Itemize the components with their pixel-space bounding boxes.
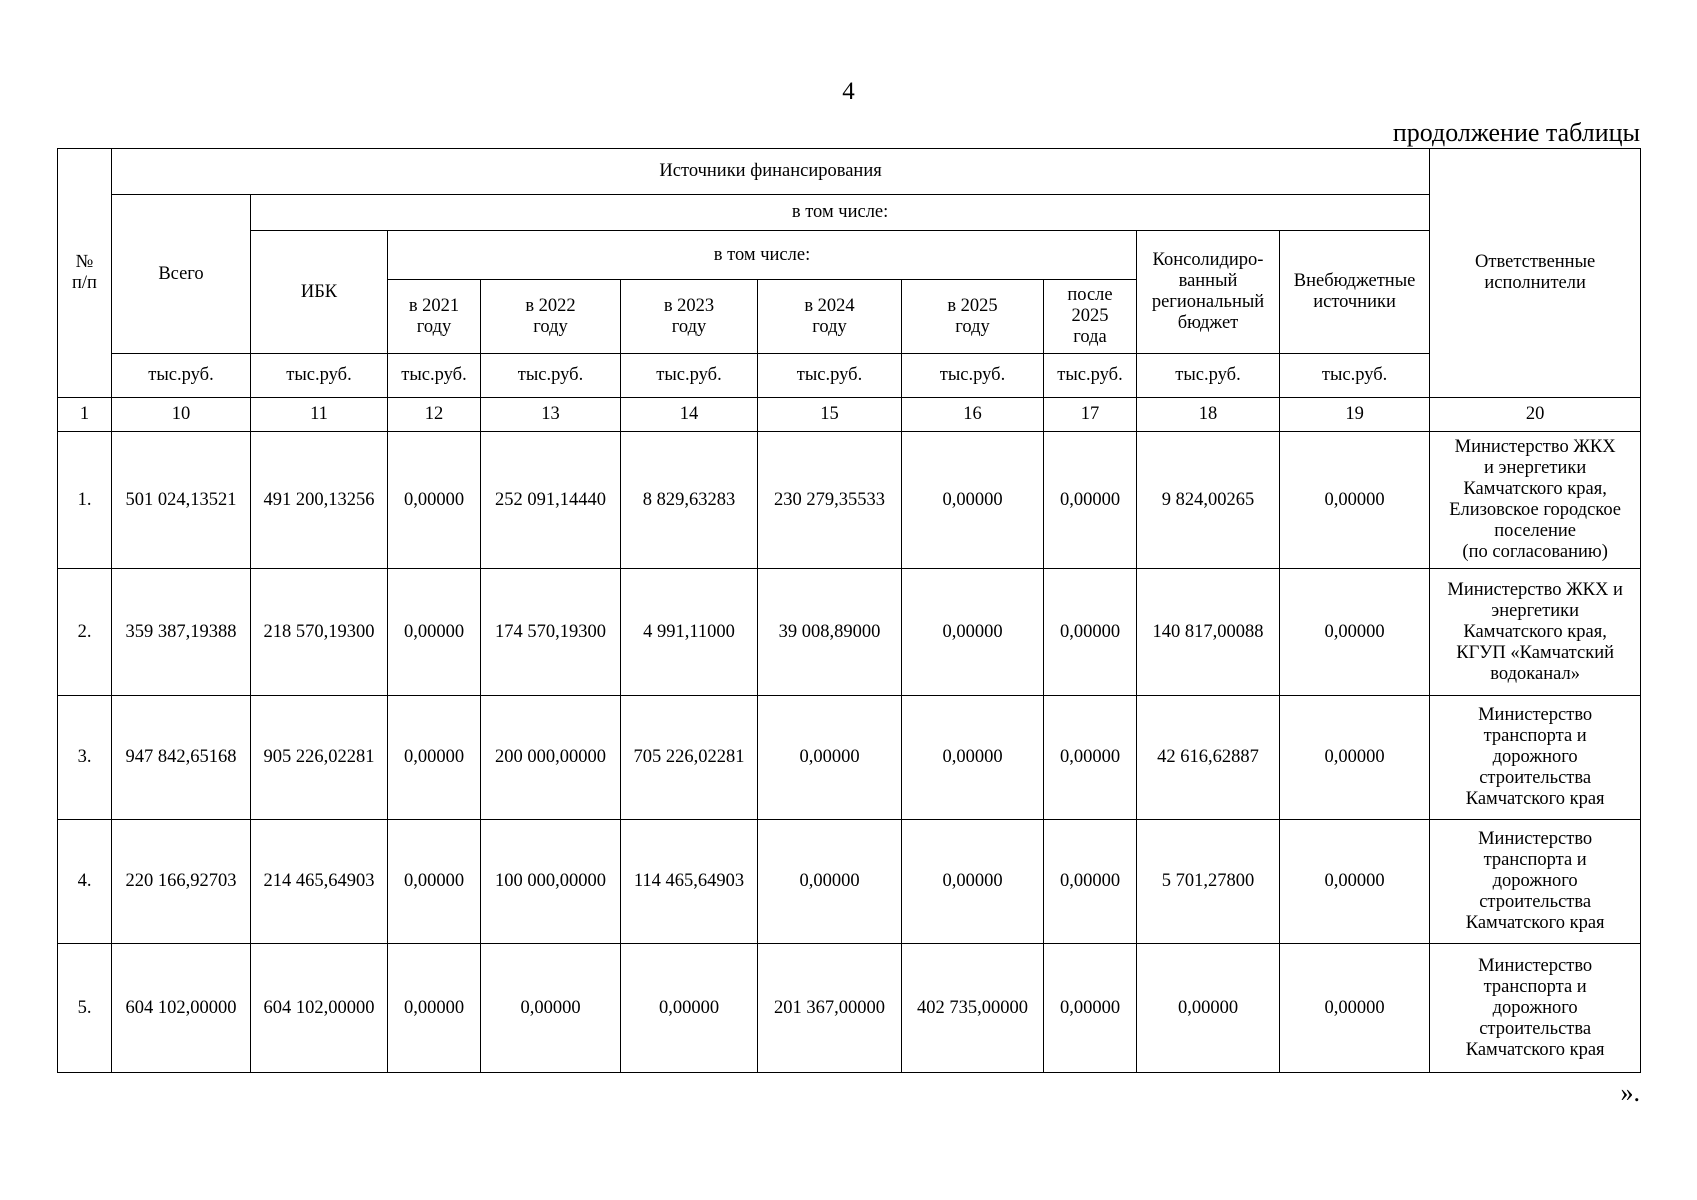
cell-extrabudget: 0,00000 xyxy=(1280,944,1430,1073)
cell-consolidated: 140 817,00088 xyxy=(1137,569,1280,696)
cell-total: 947 842,65168 xyxy=(112,696,251,820)
cell-total: 359 387,19388 xyxy=(112,569,251,696)
unit-y2023: тыс.руб. xyxy=(621,354,758,398)
cell-ibk: 214 465,64903 xyxy=(251,820,388,944)
cell-ibk: 491 200,13256 xyxy=(251,432,388,569)
table-row xyxy=(58,569,1641,696)
header-responsible: Ответственные исполнители xyxy=(1430,149,1641,398)
header-after2025: после 2025 года xyxy=(1044,280,1137,354)
cell-y2021: 0,00000 xyxy=(388,432,481,569)
cell-ibk: 905 226,02281 xyxy=(251,696,388,820)
table-row xyxy=(58,820,1641,944)
column-number: 17 xyxy=(1044,398,1137,432)
cell-y2025: 0,00000 xyxy=(902,696,1044,820)
unit-consolidated: тыс.руб. xyxy=(1137,354,1280,398)
cell-y2023: 114 465,64903 xyxy=(621,820,758,944)
column-number: 10 xyxy=(112,398,251,432)
unit-extrabudget: тыс.руб. xyxy=(1280,354,1430,398)
unit-y2022: тыс.руб. xyxy=(481,354,621,398)
header-sources: Источники финансирования xyxy=(112,149,1430,195)
unit-y2024: тыс.руб. xyxy=(758,354,902,398)
cell-num: 2. xyxy=(58,569,112,696)
cell-after2025: 0,00000 xyxy=(1044,432,1137,569)
header-num: № п/п xyxy=(58,149,112,398)
header-consolidated: Консолидиро- ванный региональный бюджет xyxy=(1137,231,1280,354)
financing-table xyxy=(57,148,1641,1073)
cell-ibk: 604 102,00000 xyxy=(251,944,388,1073)
cell-y2023: 705 226,02281 xyxy=(621,696,758,820)
column-number: 16 xyxy=(902,398,1044,432)
cell-extrabudget: 0,00000 xyxy=(1280,820,1430,944)
closing-mark: ». xyxy=(1620,1078,1640,1107)
cell-y2022: 252 091,14440 xyxy=(481,432,621,569)
cell-y2025: 402 735,00000 xyxy=(902,944,1044,1073)
cell-extrabudget: 0,00000 xyxy=(1280,432,1430,569)
header-total: Всего xyxy=(112,195,251,354)
column-number: 18 xyxy=(1137,398,1280,432)
cell-total: 604 102,00000 xyxy=(112,944,251,1073)
continuation-label: продолжение таблицы xyxy=(1392,118,1640,147)
unit-y2025: тыс.руб. xyxy=(902,354,1044,398)
cell-after2025: 0,00000 xyxy=(1044,944,1137,1073)
cell-after2025: 0,00000 xyxy=(1044,569,1137,696)
unit-ibk: тыс.руб. xyxy=(251,354,388,398)
cell-y2024: 0,00000 xyxy=(758,696,902,820)
cell-consolidated: 42 616,62887 xyxy=(1137,696,1280,820)
header-row-including xyxy=(58,195,1641,231)
cell-responsible: Министерство ЖКХ и энергетики Камчатского края, Елизовское городское поселение (по согласованию) xyxy=(1430,432,1641,569)
unit-total: тыс.руб. xyxy=(112,354,251,398)
cell-y2024: 39 008,89000 xyxy=(758,569,902,696)
cell-consolidated: 9 824,00265 xyxy=(1137,432,1280,569)
header-including-inner: в том числе: xyxy=(388,231,1137,280)
cell-responsible: Министерство транспорта и дорожного строительства Камчатского края xyxy=(1430,696,1641,820)
header-y2024: в 2024 году xyxy=(758,280,902,354)
cell-y2023: 0,00000 xyxy=(621,944,758,1073)
header-extrabudget: Внебюджетные источники xyxy=(1280,231,1430,354)
cell-y2021: 0,00000 xyxy=(388,820,481,944)
column-number: 20 xyxy=(1430,398,1641,432)
header-y2022: в 2022 году xyxy=(481,280,621,354)
cell-total: 220 166,92703 xyxy=(112,820,251,944)
cell-y2024: 201 367,00000 xyxy=(758,944,902,1073)
header-row-ibk xyxy=(58,231,1641,280)
cell-y2025: 0,00000 xyxy=(902,432,1044,569)
cell-y2022: 174 570,19300 xyxy=(481,569,621,696)
cell-num: 4. xyxy=(58,820,112,944)
cell-y2024: 230 279,35533 xyxy=(758,432,902,569)
column-number: 1 xyxy=(58,398,112,432)
cell-after2025: 0,00000 xyxy=(1044,820,1137,944)
cell-extrabudget: 0,00000 xyxy=(1280,696,1430,820)
table-row xyxy=(58,432,1641,569)
header-row-sources xyxy=(58,149,1641,195)
cell-num: 3. xyxy=(58,696,112,820)
cell-consolidated: 0,00000 xyxy=(1137,944,1280,1073)
column-number: 14 xyxy=(621,398,758,432)
cell-responsible: Министерство транспорта и дорожного строительства Камчатского края xyxy=(1430,944,1641,1073)
cell-responsible: Министерство транспорта и дорожного строительства Камчатского края xyxy=(1430,820,1641,944)
cell-y2022: 200 000,00000 xyxy=(481,696,621,820)
column-number: 11 xyxy=(251,398,388,432)
cell-y2021: 0,00000 xyxy=(388,569,481,696)
cell-y2022: 0,00000 xyxy=(481,944,621,1073)
column-number: 13 xyxy=(481,398,621,432)
cell-y2025: 0,00000 xyxy=(902,569,1044,696)
cell-after2025: 0,00000 xyxy=(1044,696,1137,820)
column-number: 15 xyxy=(758,398,902,432)
cell-y2021: 0,00000 xyxy=(388,944,481,1073)
page-number: 4 xyxy=(842,78,855,105)
cell-y2021: 0,00000 xyxy=(388,696,481,820)
header-ibk: ИБК xyxy=(251,231,388,354)
column-number-row xyxy=(58,398,1641,432)
unit-after2025: тыс.руб. xyxy=(1044,354,1137,398)
cell-ibk: 218 570,19300 xyxy=(251,569,388,696)
cell-y2022: 100 000,00000 xyxy=(481,820,621,944)
cell-responsible: Министерство ЖКХ и энергетики Камчатского края, КГУП «Камчатский водоканал» xyxy=(1430,569,1641,696)
table-row xyxy=(58,696,1641,820)
cell-total: 501 024,13521 xyxy=(112,432,251,569)
cell-y2023: 4 991,11000 xyxy=(621,569,758,696)
header-row-units xyxy=(58,354,1641,398)
header-including: в том числе: xyxy=(251,195,1430,231)
cell-y2025: 0,00000 xyxy=(902,820,1044,944)
column-number: 12 xyxy=(388,398,481,432)
table-row xyxy=(58,944,1641,1073)
unit-y2021: тыс.руб. xyxy=(388,354,481,398)
cell-num: 1. xyxy=(58,432,112,569)
header-y2023: в 2023 году xyxy=(621,280,758,354)
cell-num: 5. xyxy=(58,944,112,1073)
cell-y2024: 0,00000 xyxy=(758,820,902,944)
column-number: 19 xyxy=(1280,398,1430,432)
header-y2021: в 2021 году xyxy=(388,280,481,354)
header-y2025: в 2025 году xyxy=(902,280,1044,354)
cell-y2023: 8 829,63283 xyxy=(621,432,758,569)
cell-consolidated: 5 701,27800 xyxy=(1137,820,1280,944)
cell-extrabudget: 0,00000 xyxy=(1280,569,1430,696)
